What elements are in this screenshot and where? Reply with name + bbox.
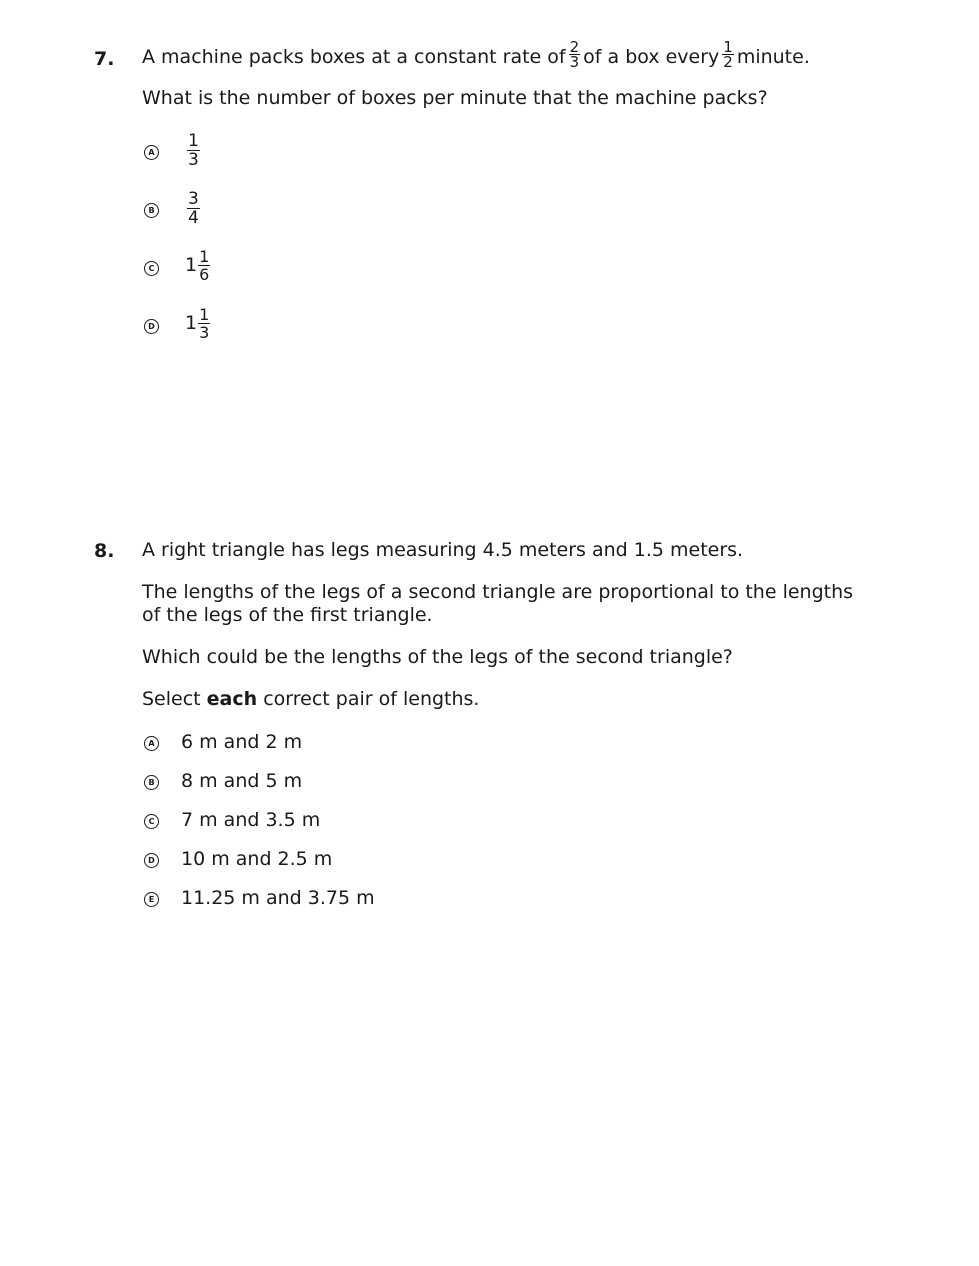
- fraction-numerator: 3: [188, 189, 199, 209]
- answer-option-c[interactable]: [142, 248, 882, 306]
- answer-option-b[interactable]: [142, 770, 882, 809]
- option-bubble[interactable]: C: [144, 261, 159, 276]
- fraction-denominator: 6: [199, 265, 210, 284]
- option-bubble[interactable]: D: [144, 853, 159, 868]
- option-bubble[interactable]: A: [144, 736, 159, 751]
- fraction-numerator: 1: [199, 305, 210, 324]
- mixed-whole: 1: [185, 254, 198, 276]
- option-value: [187, 190, 200, 227]
- stem-text: A machine packs boxes at a constant rate of: [142, 46, 566, 68]
- time-fraction: [722, 40, 734, 69]
- fraction-denominator: 4: [188, 208, 199, 228]
- option-bubble[interactable]: B: [144, 775, 159, 790]
- answer-options: [142, 731, 882, 926]
- question-stem: A right triangle has legs measuring 4.5 meters and 1.5 meters.: [142, 539, 744, 561]
- question-prompt: What is the number of boxes per minute that the machine packs?: [142, 87, 768, 109]
- option-value: [185, 306, 210, 341]
- question-body: [142, 539, 882, 926]
- fraction-denominator: 3: [199, 323, 210, 342]
- fraction-numerator: 1: [188, 131, 199, 151]
- answer-option-a[interactable]: [142, 731, 882, 770]
- option-value: [185, 248, 210, 283]
- option-bubble[interactable]: D: [144, 319, 159, 334]
- answer-options: [142, 132, 882, 364]
- option-bubble[interactable]: B: [144, 203, 159, 218]
- option-bubble[interactable]: E: [144, 892, 159, 907]
- stem-text: minute.: [736, 46, 810, 68]
- option-text: 6 m and 2 m: [181, 731, 303, 753]
- question-body: [142, 38, 882, 364]
- answer-option-d[interactable]: [142, 306, 882, 364]
- fraction-denominator: 2: [723, 53, 733, 71]
- option-value: [187, 132, 200, 169]
- question-number: 7.: [94, 48, 115, 70]
- question-instruction: [142, 688, 882, 711]
- fraction-denominator: 3: [188, 150, 199, 170]
- fraction-numerator: 2: [569, 38, 580, 56]
- mixed-whole: 1: [185, 312, 198, 334]
- option-fraction: [198, 248, 210, 283]
- instruction-text: correct pair of lengths.: [263, 688, 480, 710]
- answer-option-b[interactable]: [142, 190, 882, 248]
- option-fraction: [198, 306, 210, 341]
- instruction-emphasis: each: [206, 688, 258, 710]
- rate-fraction: [569, 40, 581, 69]
- instruction-text: Select: [142, 688, 201, 710]
- fraction-numerator: 1: [723, 38, 733, 56]
- option-bubble[interactable]: A: [144, 145, 159, 160]
- question-prompt: Which could be the lengths of the legs of the second triangle?: [142, 646, 733, 668]
- answer-option-e[interactable]: [142, 887, 882, 926]
- option-text: 10 m and 2.5 m: [181, 848, 333, 870]
- question-number: 8.: [94, 540, 115, 562]
- fraction-numerator: 1: [199, 247, 210, 266]
- option-text: 11.25 m and 3.75 m: [181, 887, 375, 909]
- question-paragraph: The lengths of the legs of a second triangle are proportional to the lengths of the legs of the first triangle.: [142, 581, 854, 626]
- stem-text: of a box every: [583, 46, 720, 68]
- fraction-denominator: 3: [569, 53, 580, 71]
- option-fraction: [187, 132, 200, 169]
- answer-option-a[interactable]: [142, 132, 882, 190]
- option-fraction: [187, 190, 200, 227]
- answer-option-d[interactable]: [142, 848, 882, 887]
- question-stem: [142, 38, 882, 71]
- answer-option-c[interactable]: [142, 809, 882, 848]
- option-text: 7 m and 3.5 m: [181, 809, 321, 831]
- option-text: 8 m and 5 m: [181, 770, 303, 792]
- option-bubble[interactable]: C: [144, 814, 159, 829]
